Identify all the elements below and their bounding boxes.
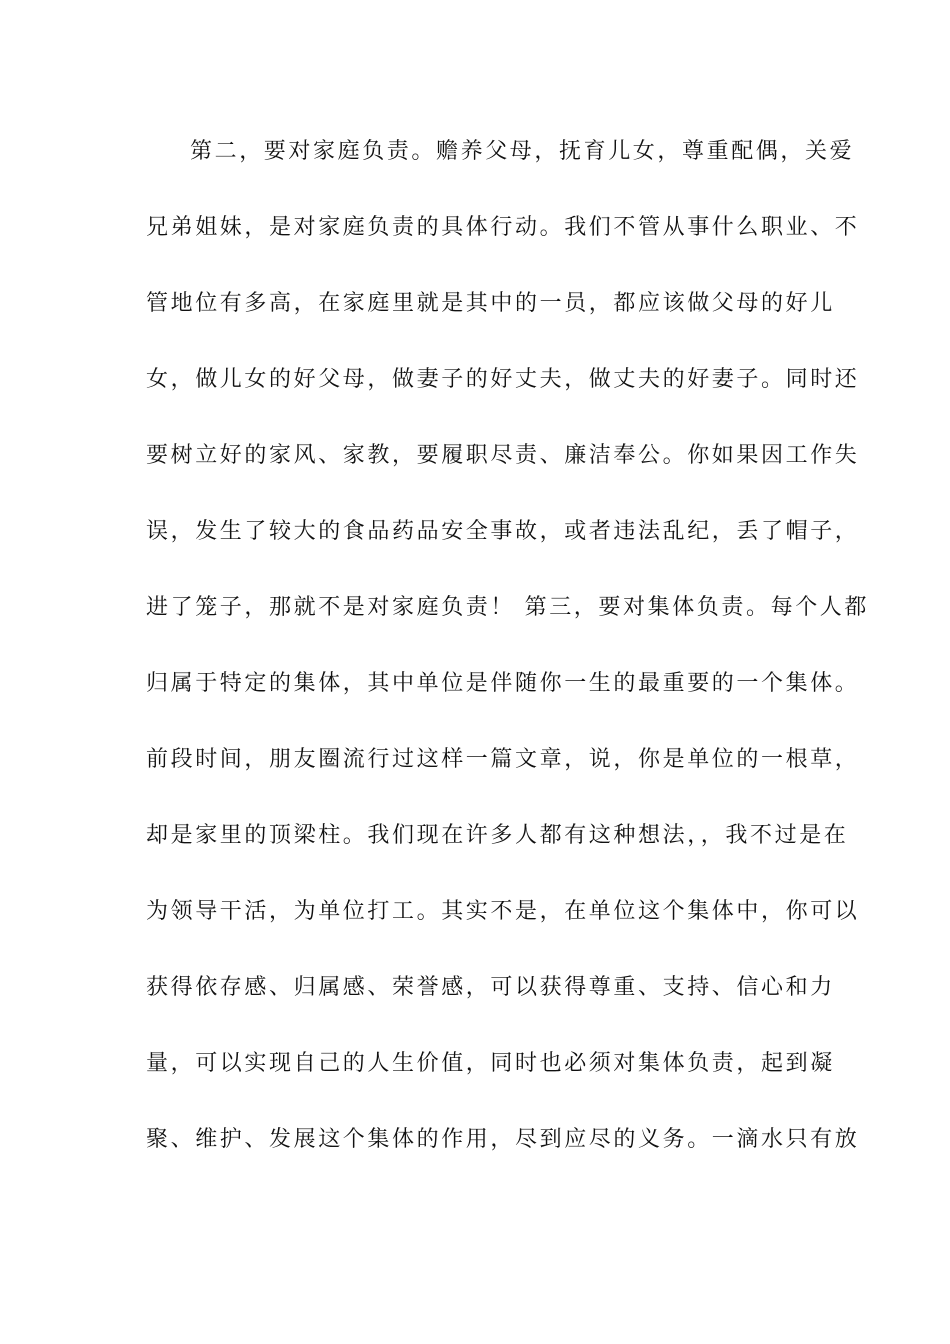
paragraph-line-9: 前段时间，朋友圈流行过这样一篇文章，说，你是单位的一根草， [146,747,860,772]
paragraph-line-2: 兄弟姐妹，是对家庭负责的具体行动。我们不管从事什么职业、不 [146,215,860,240]
paragraph-line-4: 女，做儿女的好父母，做妻子的好丈夫，做丈夫的好妻子。同时还 [146,367,860,392]
paragraph-line-6: 误，发生了较大的食品药品安全事故，或者违法乱纪，丢了帽子， [146,519,860,544]
paragraph-line-7: 进了笼子，那就不是对家庭负责！ 第三，要对集体负责。每个人都 [146,595,869,620]
paragraph-line-14: 聚、维护、发展这个集体的作用，尽到应尽的义务。一滴水只有放 [146,1127,860,1152]
paragraph-line-5: 要树立好的家风、家教，要履职尽责、廉洁奉公。你如果因工作失 [146,443,860,468]
paragraph-line-13: 量，可以实现自己的人生价值，同时也必须对集体负责，起到凝 [146,1051,835,1076]
body-text [146,130,869,1194]
paragraph-line-8: 归属于特定的集体，其中单位是伴随你一生的最重要的一个集体。 [146,671,860,696]
paragraph-line-11: 为领导干活，为单位打工。其实不是，在单位这个集体中，你可以 [146,899,860,924]
paragraph-line-10: 却是家里的顶梁柱。我们现在许多人都有这种想法，，我不过是在 [146,823,849,848]
paragraph-line-12: 获得依存感、归属感、荣誉感，可以获得尊重、支持、信心和力 [146,975,835,1000]
paragraph-line-1: 第二，要对家庭负责。赡养父母，抚育儿女，尊重配偶，关爱 [190,139,855,164]
paragraph-line-3: 管地位有多高，在家庭里就是其中的一员，都应该做父母的好儿 [146,291,835,316]
